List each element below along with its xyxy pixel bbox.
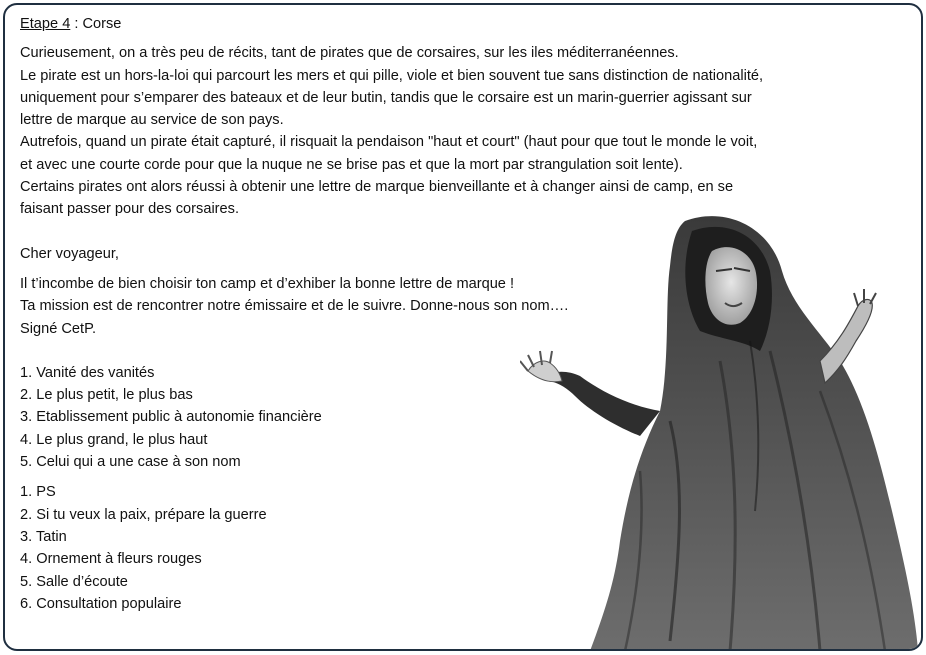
title-suffix: : Corse	[70, 16, 122, 32]
intro-line: uniquement pour s’emparer des bateaux et de leur butin, tandis que le corsaire est un marin-guerrier agissant sur	[20, 89, 752, 106]
list-item: 6. Consultation populaire	[20, 595, 182, 612]
message-line: Signé CetP.	[20, 320, 96, 337]
intro-line: Curieusement, on a très peu de récits, tant de pirates que de corsaires, sur les iles méditerranéennes.	[20, 45, 679, 62]
greeting: Cher voyageur,	[20, 245, 119, 262]
list-item: 4. Ornement à fleurs rouges	[20, 551, 202, 568]
list-item: 1. Vanité des vanités	[20, 364, 155, 381]
hooded-figure-illustration	[520, 211, 918, 651]
list-item: 4. Le plus grand, le plus haut	[20, 431, 208, 448]
list-item: 3. Tatin	[20, 528, 67, 545]
page-title	[20, 13, 910, 35]
intro-line: Le pirate est un hors-la-loi qui parcourt les mers et qui pille, viole et bien souvent tue sans distinction de nationalité,	[20, 67, 764, 84]
intro-paragraph	[20, 42, 910, 220]
intro-line: faisant passer pour des corsaires.	[20, 201, 240, 218]
message-line: Il t’incombe de bien choisir ton camp et d’exhiber la bonne lettre de marque !	[20, 275, 515, 292]
title-label: Etape 4	[20, 16, 71, 32]
list-item: 2. Si tu veux la paix, prépare la guerre	[20, 506, 267, 523]
intro-line: et avec une courte corde pour que la nuque ne se brise pas et que la mort par strangulation soit lente).	[20, 156, 683, 173]
list-item: 2. Le plus petit, le plus bas	[20, 387, 193, 404]
message-line: Ta mission est de rencontrer notre émissaire et de le suivre. Donne-nous son nom….	[20, 298, 569, 315]
list-item: 5. Salle d’écoute	[20, 573, 128, 590]
intro-line: lettre de marque au service de son pays.	[20, 112, 284, 129]
intro-line: Certains pirates ont alors réussi à obtenir une lettre de marque bienveillante et à changer ainsi de camp, en se	[20, 179, 734, 196]
list-item: 3. Etablissement public à autonomie financière	[20, 409, 322, 426]
intro-line: Autrefois, quand un pirate était capturé, il risquait la pendaison "haut et court" (haut pour que tout le monde le voit,	[20, 134, 758, 151]
list-item: 5. Celui qui a une case à son nom	[20, 454, 241, 471]
list-item: 1. PS	[20, 484, 56, 501]
page-frame	[3, 3, 923, 651]
